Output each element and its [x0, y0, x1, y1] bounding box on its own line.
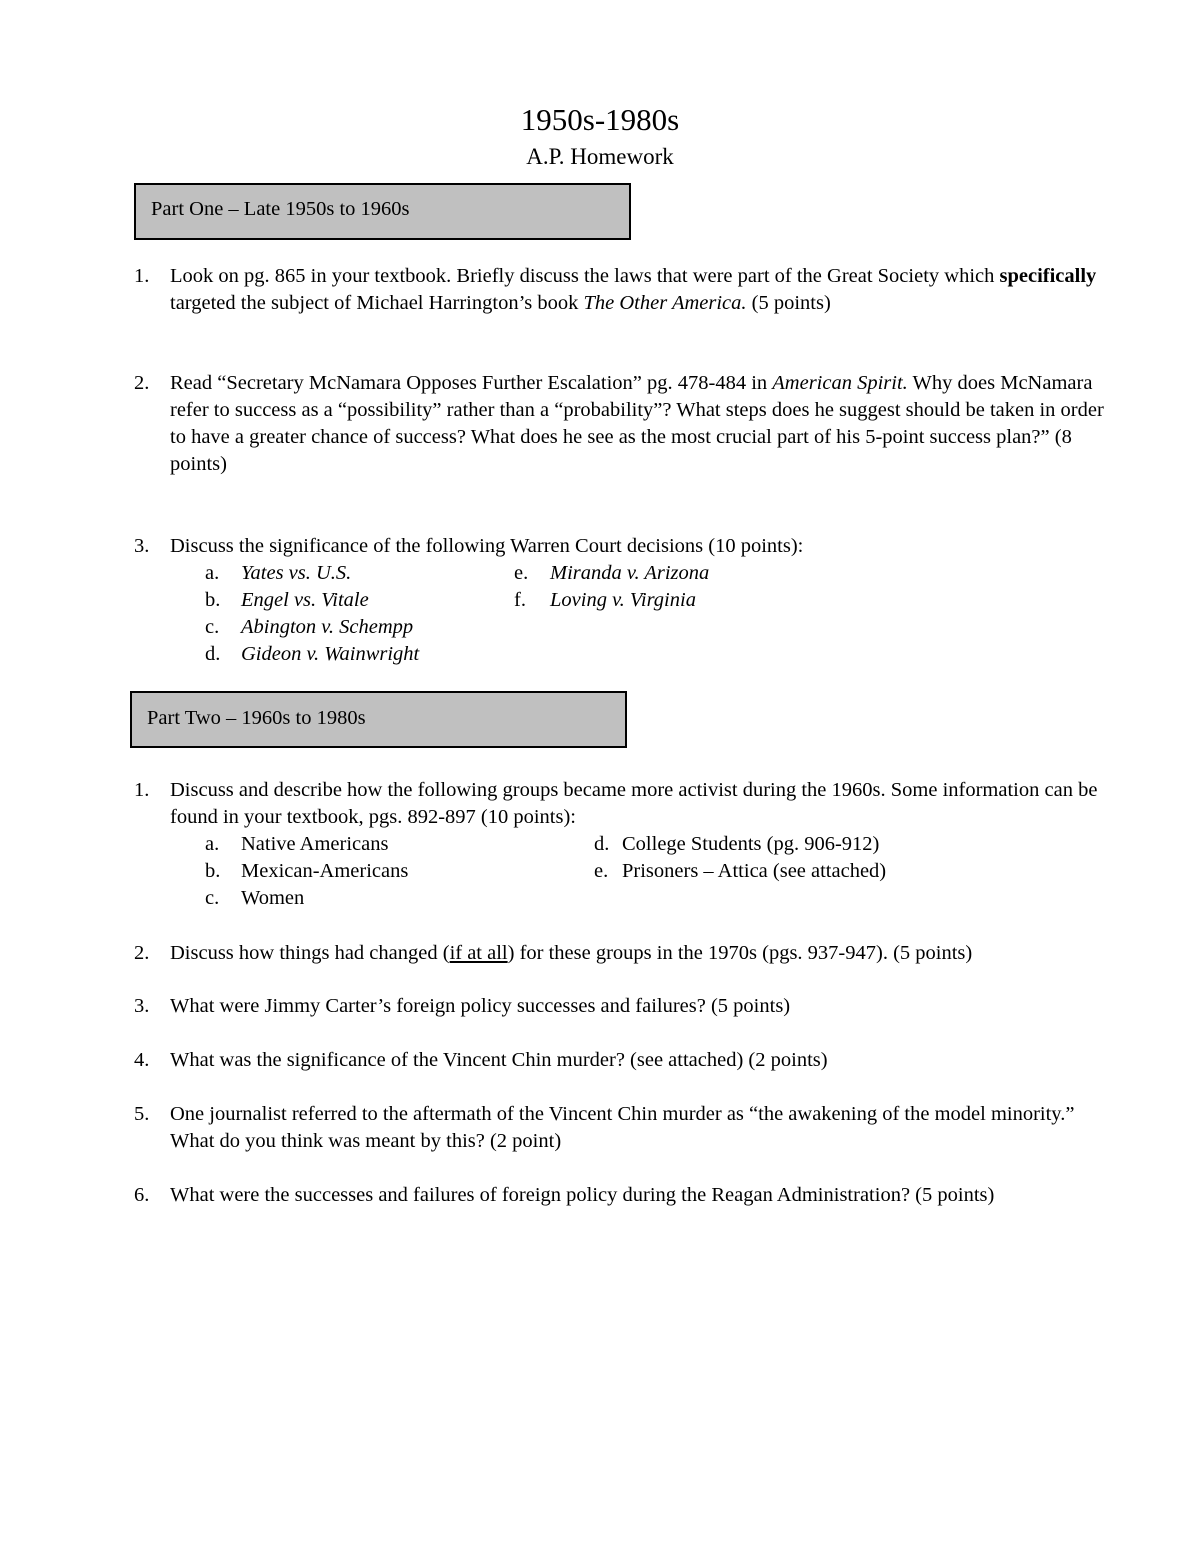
part-two-question-6: [134, 1182, 1109, 1209]
part-one-question-3: [134, 533, 1109, 560]
part-two-question-1: [134, 777, 1109, 831]
part-one-header: Part One – Late 1950s to 1960s: [134, 183, 631, 240]
case-name: Loving v. Virginia: [550, 589, 696, 611]
question-text-part: Discuss how things had changed (: [170, 942, 450, 964]
question-number: 1.: [134, 265, 150, 287]
part-one-question-2: [134, 370, 1109, 478]
question-number: 3.: [134, 535, 150, 557]
group-item: [205, 831, 388, 858]
book-title: The Other America.: [583, 292, 747, 314]
case-name: Gideon v. Wainwright: [241, 643, 420, 665]
group-name: Prisoners – Attica (see attached): [622, 860, 887, 882]
question-text: [170, 940, 1109, 967]
question-number: 4.: [134, 1049, 150, 1071]
part-one-question-1: [134, 263, 1109, 317]
case-item: [205, 560, 351, 587]
case-item: [514, 587, 696, 614]
question-text: Discuss and describe how the following groups became more activist during the 1960s. Some information can be found in your textbook, pgs. 892-897 (10 points):: [170, 779, 1098, 828]
part-two-question-5: [134, 1101, 1109, 1155]
question-text: What were the successes and failures of foreign policy during the Reagan Administration? (5 points): [170, 1184, 995, 1206]
question-text: What were Jimmy Carter’s foreign policy successes and failures? (5 points): [170, 995, 791, 1017]
group-item: [205, 858, 408, 885]
page-subtitle: A.P. Homework: [526, 144, 674, 169]
question-text: [170, 370, 1109, 478]
question-number: 2.: [134, 942, 150, 964]
group-name: Native Americans: [241, 833, 389, 855]
question-text: Discuss the significance of the following Warren Court decisions (10 points):: [170, 535, 804, 557]
case-letter: b.: [205, 589, 221, 611]
group-item: [594, 831, 879, 858]
group-name: College Students (pg. 906-912): [622, 833, 880, 855]
question-text-part: Read “Secretary McNamara Opposes Further Escalation” pg. 478-484 in: [170, 372, 773, 394]
case-item: [205, 614, 413, 641]
part-two-header: Part Two – 1960s to 1980s: [130, 691, 627, 748]
group-item: [594, 858, 886, 885]
question-number: 5.: [134, 1103, 150, 1125]
page-title: 1950s-1980s: [520, 102, 680, 137]
group-name: Women: [241, 887, 305, 909]
case-letter: d.: [205, 643, 221, 665]
group-letter: d.: [594, 833, 610, 855]
question-text-part: Look on pg. 865 in your textbook. Briefly discuss the laws that were part of the Great Society which: [170, 265, 1000, 287]
question-points: (5 points): [746, 292, 831, 314]
book-title: American Spirit.: [772, 372, 908, 394]
emphasis-if-at-all: if at all: [449, 942, 508, 964]
part-two-question-3: [134, 993, 1109, 1020]
case-name: Miranda v. Arizona: [550, 562, 710, 584]
question-text-part: ) for these groups in the 1970s (pgs. 937-947). (5 points): [507, 942, 973, 964]
part-two-question-2: [134, 940, 1109, 967]
case-item: [205, 641, 419, 668]
question-text-part: Why does McNamara refer to success as a “possibility” rather than a “probability”? What steps does he suggest should be taken in order to have a greater chance of success? What does he see as the most crucial part of his 5-point success plan?” (8 points): [170, 372, 1104, 475]
question-number: 1.: [134, 779, 150, 801]
group-letter: b.: [205, 860, 221, 882]
group-letter: e.: [594, 860, 609, 882]
case-letter: a.: [205, 562, 220, 584]
question-text: [170, 263, 1109, 317]
group-name: Mexican-Americans: [241, 860, 409, 882]
question-number: 2.: [134, 372, 150, 394]
case-letter: c.: [205, 616, 220, 638]
question-text: What was the significance of the Vincent Chin murder? (see attached) (2 points): [170, 1049, 828, 1071]
question-text-part: targeted the subject of Michael Harrington’s book: [170, 292, 584, 314]
case-name: Abington v. Schempp: [241, 616, 414, 638]
part-two-question-4: [134, 1047, 1109, 1074]
group-letter: c.: [205, 887, 220, 909]
case-item: [514, 560, 709, 587]
emphasis-specifically: specifically: [999, 265, 1097, 287]
question-text: One journalist referred to the aftermath of the Vincent Chin murder as “the awakening of the model minority.” What do you think was meant by this? (2 point): [170, 1103, 1075, 1152]
group-letter: a.: [205, 833, 220, 855]
case-letter: e.: [514, 562, 529, 584]
case-name: Engel vs. Vitale: [241, 589, 369, 611]
case-name: Yates vs. U.S.: [241, 562, 352, 584]
question-number: 3.: [134, 995, 150, 1017]
group-item: [205, 885, 304, 912]
case-letter: f.: [514, 589, 526, 611]
case-item: [205, 587, 369, 614]
question-number: 6.: [134, 1184, 150, 1206]
